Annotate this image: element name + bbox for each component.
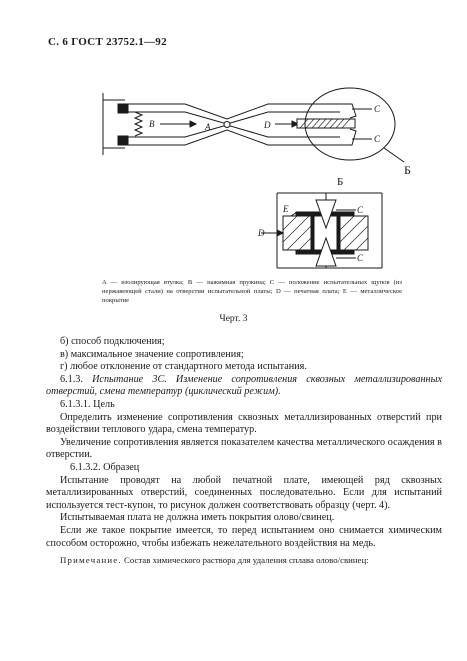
detail-label-E: E (283, 204, 289, 214)
paragraph-increase: Увеличение сопротивления является показателем качества металлического осаждения в отверстии. (46, 436, 442, 461)
label-B: B (149, 119, 155, 129)
section-6-1-3 (46, 374, 442, 399)
list-item-v: в) максимальное значение сопротивления; (60, 348, 244, 360)
section-6-1-3-2: 6.1.3.2. Образец (70, 461, 140, 473)
pivot (224, 122, 230, 128)
list-item-g: г) любое отклонение от стандартного метода испытания. (60, 361, 307, 373)
detail-label-C-lower: C (357, 253, 364, 263)
detail-label-C-upper: C (357, 205, 364, 215)
paragraph-sample: Испытание проводят на любой печатной плате, имеющей ряд сквозных металлизированных отверстий, соединенных последовательно. Если для испытаний используется тест-купон, то рисунок должен соответствовать образцу (черт. 4). (46, 474, 442, 511)
note-label: Примечание. (60, 555, 122, 566)
detail-title-B: Б (337, 176, 344, 188)
document-body (46, 336, 442, 566)
paragraph-goal: Определить изменение сопротивления сквозных металлизированных отверстий при воздействии теплового удара, смена температур. (46, 411, 442, 436)
label-C-upper: C (374, 104, 381, 114)
figure-caption: Черт. 3 (219, 314, 248, 324)
label-D: D (264, 120, 271, 130)
list-item-b: б) способ подключения; (60, 336, 165, 347)
note-text: Состав химического раствора для удаления сплава олово/свинец: (123, 555, 369, 566)
paragraph-if-coated: Если же такое покрытие имеется, то перед испытанием оно снимается химическим способом осторожно, чтобы избежать нежелательного воздействия на медь. (46, 524, 442, 549)
figure-legend: A — изолирующая втулка; B — нажимная пружина; C — положение испытательных щупов (из нержавеющей стали) на отверстии испытательной платы; D — печатная плата; E — металлическое покрытие (102, 279, 402, 305)
section-6-1-3-number: 6.1.3. (60, 373, 83, 385)
label-C-lower: C (374, 134, 381, 144)
page-header: С. 6 ГОСТ 23752.1—92 (48, 36, 167, 48)
spring (135, 112, 142, 136)
detail-label-D: D (258, 228, 265, 238)
paragraph-board: Испытываемая плата не должна иметь покрытия олово/свинец. (60, 512, 335, 524)
label-A: A (205, 122, 211, 132)
note (46, 555, 442, 566)
section-6-1-3-1: 6.1.3.1. Цель (60, 398, 115, 410)
section-6-1-3-title: Испытание 3С. Изменение сопротивления сквозных металлизированных отверстий, смена температур (циклический режим). (46, 373, 443, 398)
label-B-big: Б (404, 163, 411, 177)
